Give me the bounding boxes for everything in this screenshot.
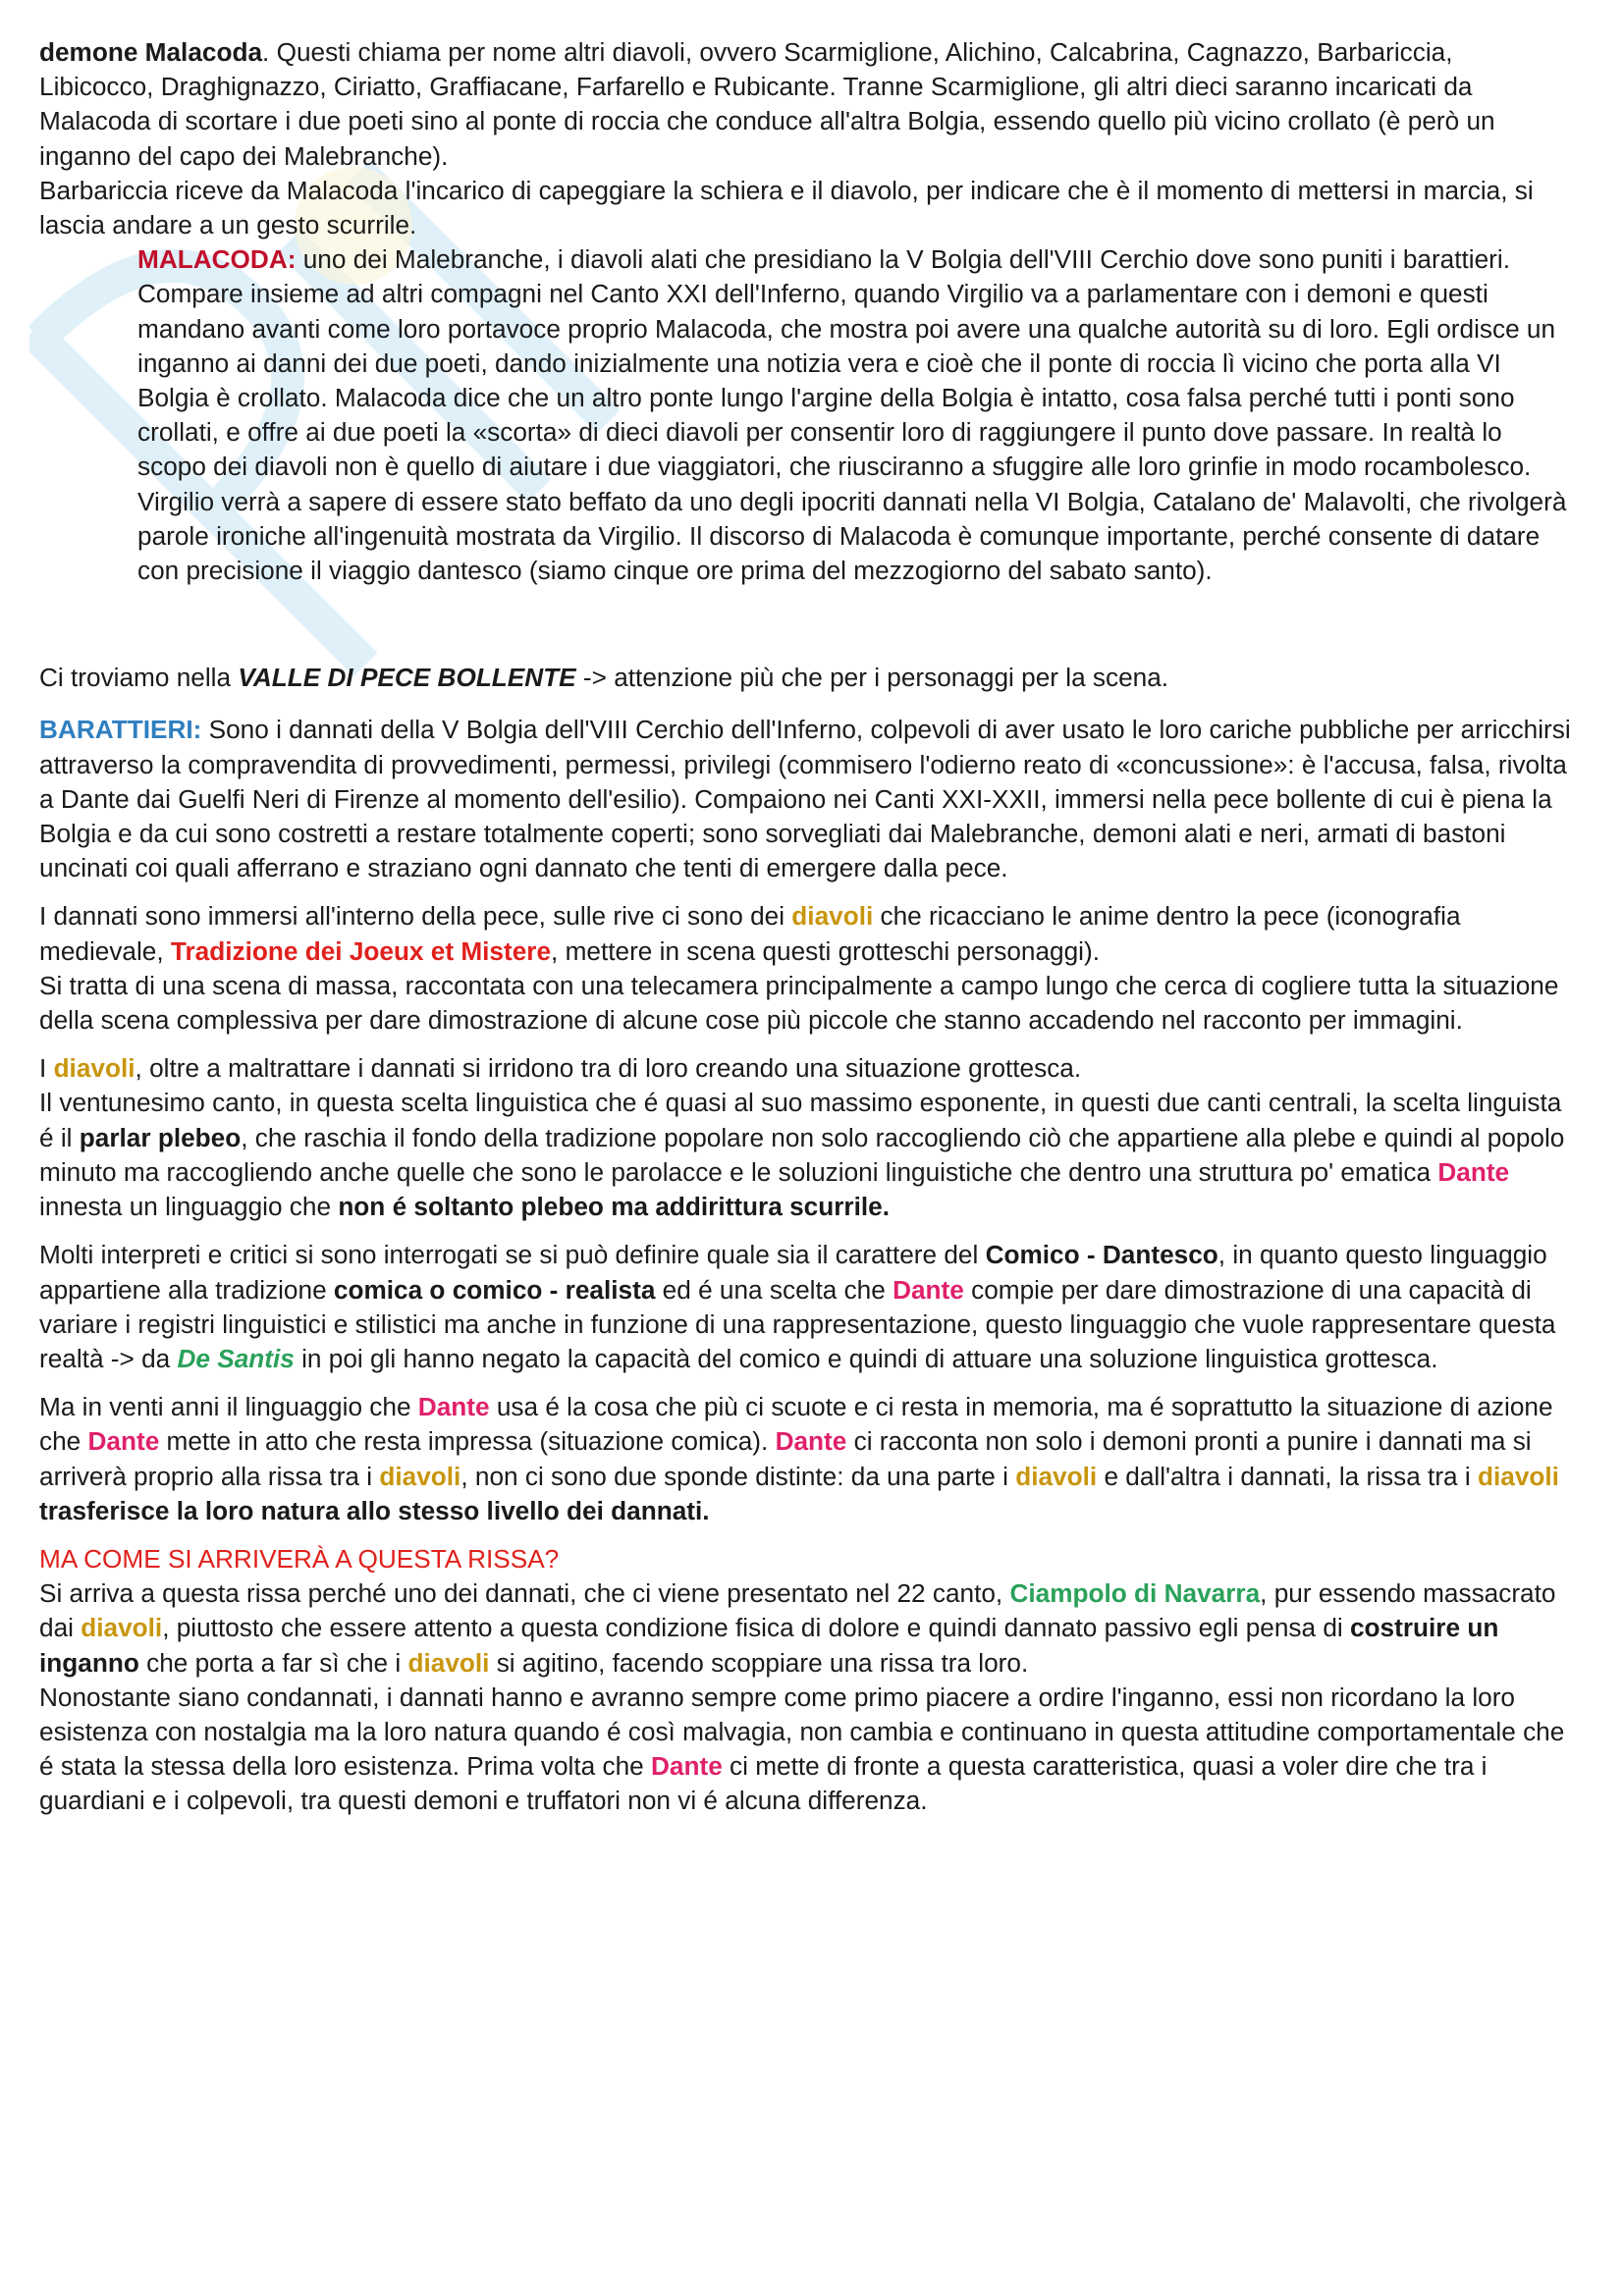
bold-text: non é soltanto plebeo ma addirittura scurrile. [338,1192,890,1222]
text-span: , oltre a maltrattare i dannati si irridono tra di loro creando una situazione grottesca. [135,1053,1082,1084]
text-span: Barbariccia riceve da Malacoda l'incarico di capeggiare la schiera e il diavolo, per indicare che è il momento di mettersi in marcia, si lascia andare a un gesto scurrile. [39,175,1534,240]
dante-highlight: Dante [1437,1156,1510,1187]
text-span: , mettere in scena questi grotteschi personaggi). [551,935,1100,966]
bold-text: parlar plebeo [79,1122,242,1152]
text-span: in poi gli hanno negato la capacità del comico e quindi di attuare una soluzione linguistica grottesca. [294,1343,1438,1373]
text-span: che ricacciano le anime dentro la pece (iconografia medievale, [39,901,1461,966]
diavoli-highlight: diavoli [379,1461,461,1491]
text-span: si agitino, facendo scoppiare una rissa tra loro. [489,1647,1029,1678]
dante-highlight: Dante [417,1392,490,1422]
text-span: usa é la cosa che più ci scuote e ci resta in memoria, ma é soprattutto la situazione di azione che [39,1392,1553,1457]
bold-text: Comico - Dantesco [985,1240,1218,1270]
paragraph-malacoda-intro [39,35,1571,242]
tradizione-highlight: Tradizione dei Joeux et Mistere [170,935,552,966]
text-span: , pur essendo massacrato dai [39,1578,1556,1643]
text-span: Nonostante siano condannati, i dannati hanno e avranno sempre come primo piacere a ordire l'inganno, essi non ricordano la loro esistenza con nostalgia ma la loro natura quando é così malvagia, non cambia e continuano in questa attitudine comportamentale che é stata la stessa della loro esistenza. Prima volta che [39,1682,1565,1782]
text-span: , in quanto questo linguaggio appartiene alla tradizione [39,1240,1547,1305]
text-span: . Questi chiama per nome altri diavoli, ovvero Scarmiglione, Alichino, Calcabrina, Cagnazzo, Barbariccia, Libicocco, Draghignazzo, Ciriatto, Graffiacane, Farfarello e Rubicante. Tranne Scarmiglione, gli altri dieci saranno incaricati da Malacoda di scortare i due poeti sino al ponte di roccia che conduce all'altra Bolgia, essendo quello più vicino crollato (è però un inganno del capo dei Malebranche). [39,37,1495,171]
dante-highlight: Dante [87,1426,160,1457]
valle-heading: VALLE DI PECE BOLLENTE [238,663,576,693]
text-span: ed é una scelta che [655,1274,893,1305]
text-span: compie per dare dimostrazione di una capacità di variare i registri linguistici e stilistici ma anche in funzione di una rappresentazione, questo linguaggio che vuole rappresentare questa realtà -> da [39,1274,1556,1373]
paragraph-comico [39,1238,1571,1376]
text-span: innesta un linguaggio che [39,1192,339,1222]
dante-highlight: Dante [893,1274,964,1305]
text-span: Si arriva a questa rissa perché uno dei dannati, che ci viene presentato nel 22 canto, [39,1578,1010,1609]
dante-highlight: Dante [775,1426,847,1457]
text-span: Sono i dannati della V Bolgia dell'VIII Cerchio dell'Inferno, colpevoli di aver usato le loro cariche pubbliche per arricchirsi attraverso la compravendita di provvedimenti, permessi, privilegi (commisero l'odierno reato di «concussione»: è l'accusa, falsa, rivolta a Dante dai Guelfi Neri di Firenze al momento dell'esilio). Compaiono nei Canti XXI-XXII, immersi nella pece bollente di cui è piena la Bolgia e da cui sono costretti a restare totalmente coperti; sono sorvegliati dai Malebranche, demoni alati e neri, armati di bastoni uncinati coi quali afferrano e straziano ogni dannato che tenti di emergere dalla pece. [39,715,1571,883]
text-span: Molti interpreti e critici si sono interrogati se si può definire quale sia il carattere del [39,1240,986,1270]
bold-text: demone Malacoda [39,37,263,67]
text-span: , non ci sono due sponde distinte: da una parte i [460,1461,1016,1491]
document-page [39,35,1571,1819]
paragraph-rissa [39,1542,1571,1819]
barattieri-label: BARATTIERI: [39,715,202,745]
paragraph-malacoda-definition [137,242,1571,588]
diavoli-highlight: diavoli [791,901,874,932]
bold-text: trasferisce la loro natura allo stesso livello dei dannati. [39,1495,710,1525]
ciampolo-highlight: Ciampolo di Navarra [1009,1578,1261,1609]
text-span: Ci troviamo nella [39,663,239,693]
text-span: ci mette di fronte a questa caratteristica, quasi a voler dire che tra i guardiani e i colpevoli, tra questi demoni e truffatori non vi é alcuna differenza. [39,1751,1488,1816]
malacoda-label: MALACODA: [137,244,297,275]
bold-text: comica o comico - realista [333,1274,656,1305]
paragraph-venti-anni [39,1390,1571,1528]
diavoli-highlight: diavoli [1478,1461,1559,1491]
text-span: , piuttosto che essere attento a questa condizione fisica di dolore e quindi dannato passivo egli pensa di [162,1613,1350,1643]
text-span: , che raschia il fondo della tradizione popolare non solo raccogliendo ciò che appartiene alla plebe e quindi al popolo minuto ma raccogliendo anche quelle che sono le parolacce e le soluzioni linguistiche che dentro una struttura po' ematica [39,1122,1565,1187]
de-santis-highlight: De Santis [177,1343,295,1373]
paragraph-barattieri [39,713,1571,885]
diavoli-highlight: diavoli [407,1647,490,1678]
diavoli-highlight: diavoli [1015,1461,1098,1491]
text-span: I [39,1053,54,1084]
paragraph-ventunesimo [39,1051,1571,1224]
text-span: Il ventunesimo canto, in questa scelta linguistica che é quasi al suo massimo esponente, in questi due canti centrali, la scelta linguista é il [39,1088,1562,1152]
dante-highlight: Dante [651,1751,723,1782]
text-span: -> attenzione più che per i personaggi per la scena. [575,663,1169,693]
text-span: ci racconta non solo i demoni pronti a punire i dannati ma si arriverà proprio alla rissa tra i [39,1426,1532,1491]
text-span: che porta a far sì che i [138,1647,408,1678]
text-span: I dannati sono immersi all'interno della pece, sulle rive ci sono dei [39,901,792,932]
bold-text: costruire un inganno [39,1613,1499,1678]
text-span: mette in atto che resta impressa (situazione comica). [159,1426,776,1457]
text-span: uno dei Malebranche, i diavoli alati che presidiano la V Bolgia dell'VIII Cerchio dove sono puniti i barattieri. Compare insieme ad altri compagni nel Canto XXI dell'Inferno, quando Virgilio va a parlamentare con i demoni e questi mandano avanti come loro portavoce proprio Malacoda, che mostra poi avere una qualche autorità su di loro. Egli ordisce un inganno ai danni dei due poeti, dando inizialmente una notizia vera e cioè che il ponte di roccia lì vicino che porta alla VI Bolgia è crollato. Malacoda dice che un altro ponte lungo l'argine della Bolgia è intatto, cosa falsa perché tutti i ponti sono crollati, e offre ai due poeti la «scorta» di dieci diavoli per consentir loro di raggiungere il punto dove passare. In realtà lo scopo dei diavoli non è quello di aiutare i due viaggiatori, che riusciranno a sfuggire alle loro grinfie in modo rocambolesco. Virgilio verrà a sapere di essere stato beffato da uno degli ipocriti dannati nella VI Bolgia, Catalano de' Malavolti, che rivolgerà parole ironiche all'ingenuità mostrata da Virgilio. Il discorso di Malacoda è comunque importante, perché consente di datare con precisione il viaggio dantesco (siamo cinque ore prima del mezzogiorno del sabato santo). [137,244,1567,586]
text-span: e dall'altra i dannati, la rissa tra i [1097,1461,1478,1491]
paragraph-valle [39,661,1571,695]
diavoli-highlight: diavoli [81,1613,163,1643]
paragraph-dannati [39,899,1571,1038]
diavoli-highlight: diavoli [53,1053,135,1084]
rissa-question-heading: MA COME SI ARRIVERÀ A QUESTA RISSA? [39,1543,560,1574]
text-span: Ma in venti anni il linguaggio che [39,1392,418,1422]
text-span: Si tratta di una scena di massa, raccontata con una telecamera principalmente a campo lungo che cerca di cogliere tutta la situazione della scena complessiva per dare dimostrazione di alcune cose più piccole che stanno accadendo nel racconto per immagini. [39,970,1559,1036]
